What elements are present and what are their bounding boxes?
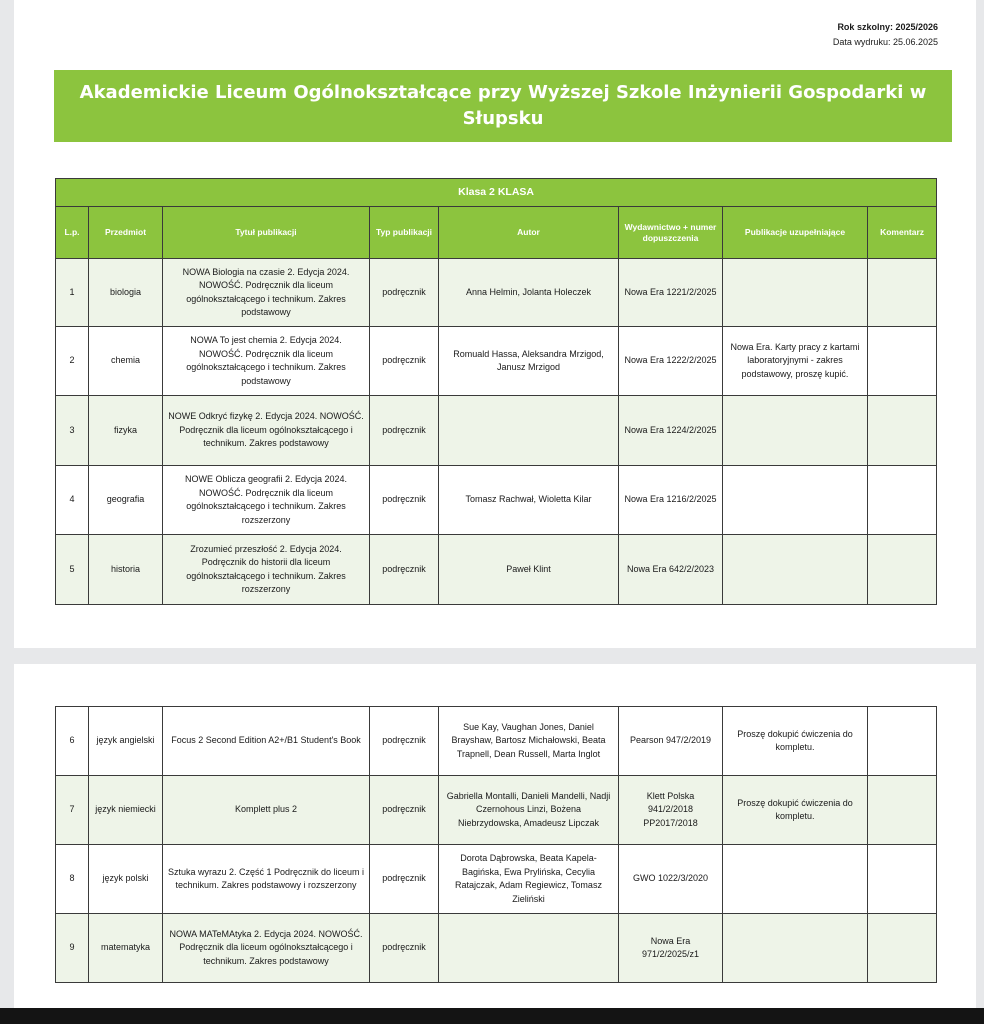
cell-lp: 7 bbox=[56, 776, 89, 845]
cell-publisher: Nowa Era 1216/2/2025 bbox=[619, 466, 723, 535]
bottom-bar bbox=[0, 1008, 984, 1024]
class-title-row bbox=[56, 179, 937, 207]
cell-comment bbox=[868, 707, 937, 776]
column-header-supplementary: Publikacje uzupełniające bbox=[723, 207, 868, 259]
column-header-type: Typ publikacji bbox=[370, 207, 439, 259]
cell-publisher: Nowa Era 1224/2/2025 bbox=[619, 396, 723, 466]
document-meta bbox=[833, 20, 938, 50]
cell-lp: 3 bbox=[56, 396, 89, 466]
cell-publisher: GWO 1022/3/2020 bbox=[619, 845, 723, 914]
cell-author: Anna Helmin, Jolanta Holeczek bbox=[439, 259, 619, 327]
cell-lp: 2 bbox=[56, 327, 89, 396]
textbook-table-page-2 bbox=[55, 706, 937, 983]
cell-subject: biologia bbox=[89, 259, 163, 327]
cell-author: Romuald Hassa, Aleksandra Mrzigod, Janusz Mrzigod bbox=[439, 327, 619, 396]
cell-supplementary: Proszę dokupić ćwiczenia do kompletu. bbox=[723, 776, 868, 845]
cell-author bbox=[439, 396, 619, 466]
table-row bbox=[56, 845, 937, 914]
cell-publisher: Nowa Era 971/2/2025/z1 bbox=[619, 914, 723, 983]
cell-title: NOWE Oblicza geografii 2. Edycja 2024. NOWOŚĆ. Podręcznik dla liceum ogólnokształcącego i technikum. Zakres rozszerzony bbox=[163, 466, 370, 535]
table-row bbox=[56, 776, 937, 845]
cell-comment bbox=[868, 845, 937, 914]
cell-subject: język polski bbox=[89, 845, 163, 914]
document-page-2 bbox=[14, 664, 976, 1008]
cell-author: Tomasz Rachwał, Wioletta Kilar bbox=[439, 466, 619, 535]
table-row bbox=[56, 259, 937, 327]
cell-subject: matematyka bbox=[89, 914, 163, 983]
cell-lp: 4 bbox=[56, 466, 89, 535]
cell-title: NOWA To jest chemia 2. Edycja 2024. NOWOŚĆ. Podręcznik dla liceum ogólnokształcącego i technikum. Zakres podstawowy bbox=[163, 327, 370, 396]
cell-author bbox=[439, 914, 619, 983]
column-header-title: Tytuł publikacji bbox=[163, 207, 370, 259]
column-header-subject: Przedmiot bbox=[89, 207, 163, 259]
cell-supplementary bbox=[723, 535, 868, 605]
column-header-lp: L.p. bbox=[56, 207, 89, 259]
cell-title: NOWA Biologia na czasie 2. Edycja 2024. NOWOŚĆ. Podręcznik dla liceum ogólnokształcącego i technikum. Zakres podstawowy bbox=[163, 259, 370, 327]
cell-type: podręcznik bbox=[370, 707, 439, 776]
cell-comment bbox=[868, 396, 937, 466]
cell-lp: 1 bbox=[56, 259, 89, 327]
cell-lp: 8 bbox=[56, 845, 89, 914]
table-row bbox=[56, 707, 937, 776]
cell-title: NOWE Odkryć fizykę 2. Edycja 2024. NOWOŚĆ. Podręcznik dla liceum ogólnokształcącego i technikum. Zakres podstawowy bbox=[163, 396, 370, 466]
cell-publisher: Nowa Era 1221/2/2025 bbox=[619, 259, 723, 327]
cell-supplementary bbox=[723, 396, 868, 466]
school-year: Rok szkolny: 2025/2026 bbox=[837, 22, 938, 32]
cell-comment bbox=[868, 535, 937, 605]
print-date: Data wydruku: 25.06.2025 bbox=[832, 37, 938, 47]
cell-subject: fizyka bbox=[89, 396, 163, 466]
column-header-author: Autor bbox=[439, 207, 619, 259]
school-title-banner bbox=[54, 70, 952, 142]
cell-supplementary bbox=[723, 466, 868, 535]
table-row bbox=[56, 535, 937, 605]
cell-subject: chemia bbox=[89, 327, 163, 396]
cell-publisher: Nowa Era 1222/2/2025 bbox=[619, 327, 723, 396]
column-header-comment: Komentarz bbox=[868, 207, 937, 259]
cell-subject: historia bbox=[89, 535, 163, 605]
table-row bbox=[56, 914, 937, 983]
cell-lp: 5 bbox=[56, 535, 89, 605]
class-title: Klasa 2 KLASA bbox=[56, 179, 937, 207]
column-header-row bbox=[56, 207, 937, 259]
cell-comment bbox=[868, 259, 937, 327]
cell-publisher: Nowa Era 642/2/2023 bbox=[619, 535, 723, 605]
cell-title: Focus 2 Second Edition A2+/B1 Student's Book bbox=[163, 707, 370, 776]
cell-supplementary bbox=[723, 914, 868, 983]
cell-supplementary bbox=[723, 845, 868, 914]
cell-author: Paweł Klint bbox=[439, 535, 619, 605]
cell-comment bbox=[868, 327, 937, 396]
cell-type: podręcznik bbox=[370, 776, 439, 845]
cell-title: Komplett plus 2 bbox=[163, 776, 370, 845]
cell-comment bbox=[868, 776, 937, 845]
cell-type: podręcznik bbox=[370, 259, 439, 327]
school-title: Akademickie Liceum Ogólnokształcące przy Wyższej Szkole Inżynierii Gospodarki w Słupsku bbox=[79, 82, 927, 129]
cell-comment bbox=[868, 466, 937, 535]
cell-subject: geografia bbox=[89, 466, 163, 535]
cell-lp: 9 bbox=[56, 914, 89, 983]
cell-title: Zrozumieć przeszłość 2. Edycja 2024. Podręcznik do historii dla liceum ogólnokształcącego i technikum. Zakres rozszerzony bbox=[163, 535, 370, 605]
cell-type: podręcznik bbox=[370, 535, 439, 605]
cell-author: Gabriella Montalli, Danieli Mandelli, Nadji Czernohous Linzi, Bożena Niebrzydowska, Amadeusz Lipczak bbox=[439, 776, 619, 845]
cell-supplementary bbox=[723, 259, 868, 327]
cell-subject: język angielski bbox=[89, 707, 163, 776]
cell-lp: 6 bbox=[56, 707, 89, 776]
cell-type: podręcznik bbox=[370, 845, 439, 914]
cell-title: Sztuka wyrazu 2. Część 1 Podręcznik do liceum i technikum. Zakres podstawowy i rozszerzony bbox=[163, 845, 370, 914]
cell-author: Dorota Dąbrowska, Beata Kapela-Bagińska, Ewa Prylińska, Cecylia Ratajczak, Adam Regiewicz, Tomasz Zieliński bbox=[439, 845, 619, 914]
cell-type: podręcznik bbox=[370, 327, 439, 396]
table-row bbox=[56, 396, 937, 466]
document-page-1 bbox=[14, 0, 976, 648]
cell-publisher: Pearson 947/2/2019 bbox=[619, 707, 723, 776]
cell-title: NOWA MATeMAtyka 2. Edycja 2024. NOWOŚĆ. Podręcznik dla liceum ogólnokształcącego i technikum. Zakres podstawowy bbox=[163, 914, 370, 983]
textbook-table-page-1 bbox=[55, 178, 937, 605]
cell-author: Sue Kay, Vaughan Jones, Daniel Brayshaw, Bartosz Michałowski, Beata Trapnell, Dean Russell, Marta Inglot bbox=[439, 707, 619, 776]
cell-comment bbox=[868, 914, 937, 983]
cell-type: podręcznik bbox=[370, 466, 439, 535]
cell-type: podręcznik bbox=[370, 914, 439, 983]
cell-type: podręcznik bbox=[370, 396, 439, 466]
cell-supplementary: Proszę dokupić ćwiczenia do kompletu. bbox=[723, 707, 868, 776]
cell-subject: język niemiecki bbox=[89, 776, 163, 845]
cell-supplementary: Nowa Era. Karty pracy z kartami laboratoryjnymi - zakres podstawowy, proszę kupić. bbox=[723, 327, 868, 396]
table-row bbox=[56, 327, 937, 396]
table-row bbox=[56, 466, 937, 535]
column-header-publisher: Wydawnictwo + numer dopuszczenia bbox=[619, 207, 723, 259]
cell-publisher: Klett Polska 941/2/2018 PP2017/2018 bbox=[619, 776, 723, 845]
